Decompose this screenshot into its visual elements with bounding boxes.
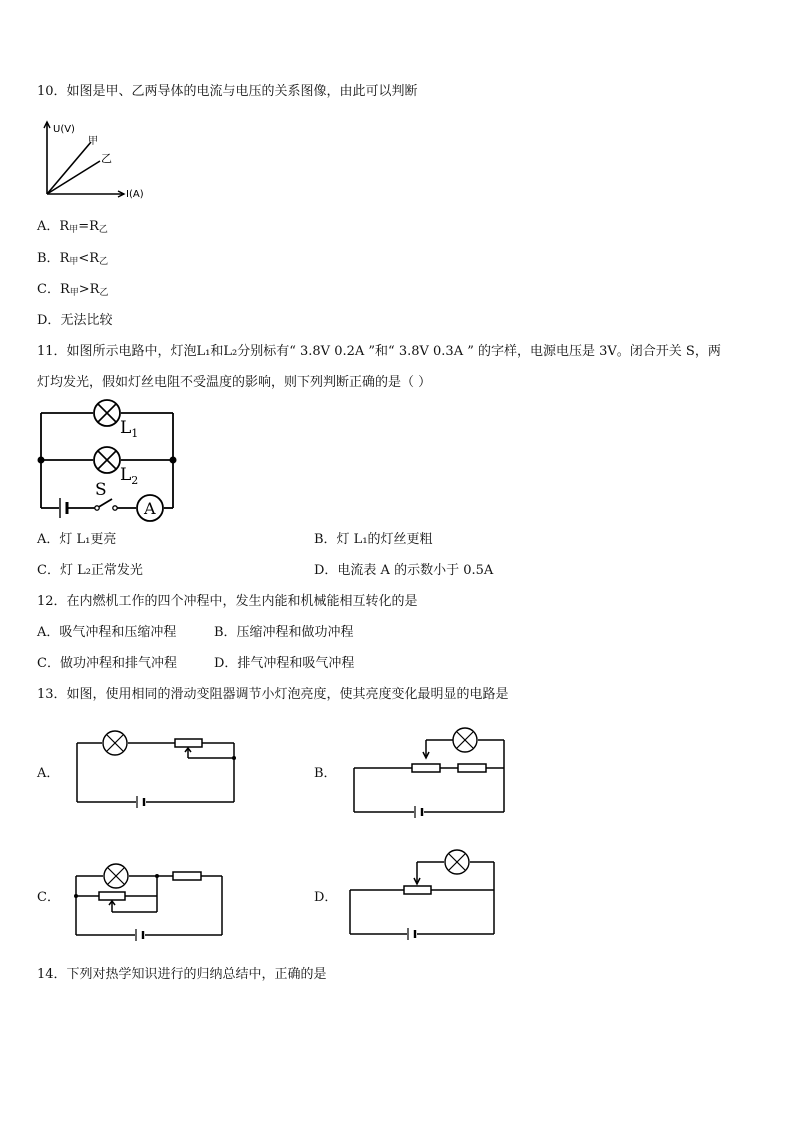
q13-circuit-c (73, 860, 225, 942)
q10-option-b: B．$R_甲<R_乙$ (37, 251, 109, 267)
q11-stem-line2: 灯均发光，假如灯丝电阻不受温度的影响，则下列判断正确的是（ ） (37, 375, 432, 390)
q11-circuit-diagram (38, 400, 178, 522)
q11-option-c: C．灯 L₂正常发光 (37, 563, 143, 578)
q10-option-c: C．$R_甲>R_乙$ (37, 282, 109, 298)
svg-text:L2: $L_2$ (120, 465, 139, 487)
q12-option-a: A．吸气冲程和压缩冲程 (37, 625, 177, 640)
q12-stem: 12．在内燃机工作的四个冲程中，发生内能和机械能相互转化的是 (37, 594, 418, 609)
q13-option-b-label: B． (314, 766, 337, 781)
q10-stem: 10．如图是甲、乙两导体的电流与电压的关系图像，由此可以判断 (37, 84, 418, 99)
q10-option-a: A．$R_甲=R_乙$ (37, 219, 108, 235)
q12-option-d: D．排气冲程和吸气冲程 (214, 656, 355, 671)
ammeter-label: A (144, 499, 156, 518)
q13-circuit-d (347, 852, 502, 942)
q13-option-d-label: D． (314, 890, 338, 905)
q13-stem: 13．如图，使用相同的滑动变阻器调节小灯泡亮度，使其亮度变化最明显的电路是 (37, 687, 509, 702)
q10-line-a-label: 甲 (88, 136, 98, 147)
q13-option-c-label: C． (37, 890, 60, 905)
q11-option-d: D．电流表 A 的示数小于 0.5A (314, 563, 494, 578)
switch-label: S (95, 480, 107, 500)
q11-stem-line1: 11．如图所示电路中，灯泡L₁和L₂分别标有“ 3.8V 0.2A ”和“ 3.8V 0.3A ” 的字样，电源电压是 3V。闭合开关 S，两 (37, 344, 721, 359)
q13-circuit-a (74, 730, 244, 810)
q12-option-c: C．做功冲程和排气冲程 (37, 656, 177, 671)
q13-circuit-b (351, 726, 511, 818)
q11-option-b: B．灯 L₁的灯丝更粗 (314, 532, 433, 547)
lamp1-label: L (120, 418, 132, 438)
q10-line-b-label: 乙 (101, 152, 112, 165)
svg-text:L1: $L_1$ (120, 418, 139, 440)
q10-y-axis-label: U(V) (53, 124, 75, 135)
q13-option-a-label: A． (37, 766, 60, 781)
q10-x-axis-label: I(A) (126, 189, 144, 200)
q11-option-a: A．灯 L₁更亮 (37, 532, 117, 547)
q14-stem: 14．下列对热学知识进行的归纳总结中，正确的是 (37, 967, 327, 982)
lamp2-label: L (120, 465, 132, 485)
q10-u-i-graph (38, 118, 158, 200)
q10-option-d: D．无法比较 (37, 313, 113, 328)
q12-option-b: B．压缩冲程和做功冲程 (214, 625, 354, 640)
